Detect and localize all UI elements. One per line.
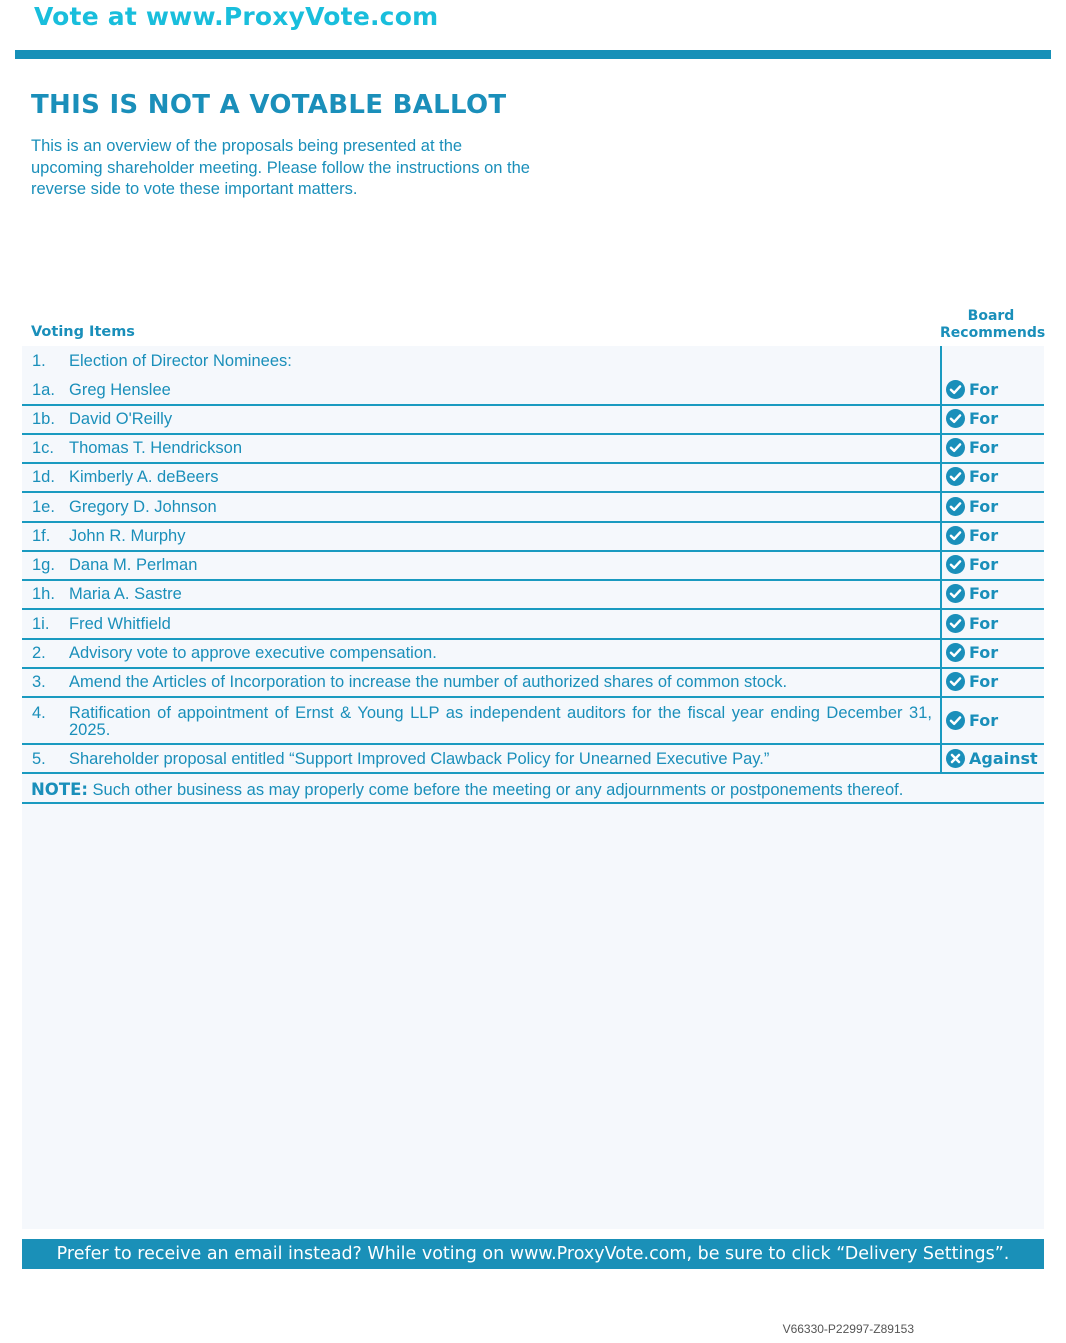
note-text [31, 780, 903, 800]
recommendation-label: For [969, 526, 999, 545]
check-circle-icon [946, 438, 969, 457]
item-number: 3. [32, 673, 46, 691]
recommendation [946, 711, 998, 730]
recommendation-label: For [969, 643, 999, 662]
list-item [22, 493, 1044, 523]
recommendation-label: For [969, 409, 999, 428]
check-circle-icon [946, 643, 969, 662]
recommendation-label: For [969, 584, 999, 603]
list-item [22, 464, 1044, 493]
board-recommends-header [940, 308, 1046, 342]
item-number: 1c. [32, 439, 55, 457]
recommendation [946, 380, 998, 399]
recommendation [946, 438, 998, 457]
check-circle-icon [946, 409, 969, 428]
list-item [22, 669, 1044, 698]
item-text: Advisory vote to approve executive compensation. [69, 644, 437, 662]
recommendation [946, 749, 1038, 768]
item-number: 1e. [32, 498, 55, 516]
recommendation [946, 555, 998, 574]
recommendation-label: Against [969, 749, 1038, 768]
item-number: 1f. [32, 527, 51, 545]
recommendation-label: For [969, 497, 999, 516]
page-title: THIS IS NOT A VOTABLE BALLOT [31, 90, 507, 120]
note-label: NOTE: [31, 780, 88, 799]
recommendation-label: For [969, 711, 999, 730]
recommendation [946, 497, 998, 516]
recommendation-label: For [969, 614, 999, 633]
list-item [22, 523, 1044, 552]
note-row [22, 774, 1044, 804]
check-circle-icon [946, 467, 969, 486]
check-circle-icon [946, 380, 969, 399]
list-item [22, 610, 1044, 640]
item-text: Ratification of appointment of Ernst & Young LLP as independent auditors for the fiscal year ending December 31, 2025. [69, 704, 932, 739]
top-divider [15, 50, 1051, 59]
recommendation-label: For [969, 555, 999, 574]
recommendation [946, 643, 998, 662]
list-item [22, 376, 1044, 406]
item-number: 2. [32, 644, 46, 662]
check-circle-icon [946, 497, 969, 516]
item-number: 1h. [32, 585, 55, 603]
check-circle-icon [946, 672, 969, 691]
item-text: Greg Henslee [69, 381, 171, 399]
item-text: Gregory D. Johnson [69, 498, 217, 516]
item-number: 4. [32, 704, 46, 722]
list-item [22, 640, 1044, 669]
item-number: 1b. [32, 410, 55, 428]
recommendation-label: For [969, 467, 999, 486]
site-title[interactable]: Vote at www.ProxyVote.com [34, 2, 439, 31]
item-text: Shareholder proposal entitled “Support Improved Clawback Policy for Unearned Executive Pay.” [69, 750, 770, 768]
item-number: 1d. [32, 468, 55, 486]
check-circle-icon [946, 711, 969, 730]
check-circle-icon [946, 584, 969, 603]
recommendation-label: For [969, 672, 999, 691]
recommendation-label: For [969, 380, 999, 399]
recommendation-label: For [969, 438, 999, 457]
recommendation [946, 672, 998, 691]
list-item [22, 581, 1044, 610]
delivery-settings-banner: Prefer to receive an email instead? While voting on www.ProxyVote.com, be sure to click “Delivery Settings”. [22, 1239, 1044, 1269]
column-divider [940, 346, 942, 774]
board-header-line2: Recommends [940, 325, 1046, 341]
voting-items-header: Voting Items [31, 324, 135, 340]
recommendation [946, 614, 998, 633]
list-item [22, 698, 1044, 745]
item-number: 1g. [32, 556, 55, 574]
list-item [22, 552, 1044, 581]
item-number: 5. [32, 750, 46, 768]
item-text: Election of Director Nominees: [69, 352, 292, 370]
list-item [22, 435, 1044, 464]
check-circle-icon [946, 555, 969, 574]
recommendation [946, 584, 998, 603]
check-circle-icon [946, 614, 969, 633]
item-text: Thomas T. Hendrickson [69, 439, 243, 457]
item-number: 1a. [32, 381, 55, 399]
item-number: 1. [32, 352, 46, 370]
list-item [22, 745, 1044, 774]
list-item [22, 406, 1044, 435]
intro-text: This is an overview of the proposals being presented at the upcoming shareholder meeting. Please follow the instructions on the reverse side to vote these important matters. [31, 137, 530, 198]
recommendation [946, 467, 998, 486]
x-circle-icon [946, 749, 969, 768]
item-text: Amend the Articles of Incorporation to increase the number of authorized shares of common stock. [69, 673, 788, 691]
item-text: John R. Murphy [69, 527, 186, 545]
item-text: David O'Reilly [69, 410, 173, 428]
item-text: Fred Whitfield [69, 615, 171, 633]
document-code: V66330-P22997-Z89153 [782, 1322, 914, 1336]
item-text: Maria A. Sastre [69, 585, 182, 603]
check-circle-icon [946, 526, 969, 545]
list-item [22, 346, 1044, 376]
recommendation [946, 526, 998, 545]
recommendation [946, 409, 998, 428]
board-header-line1: Board [967, 308, 1015, 324]
item-text: Kimberly A. deBeers [69, 468, 219, 486]
item-text: Dana M. Perlman [69, 556, 198, 574]
note-body: Such other business as may properly come before the meeting or any adjournments or postponements thereof. [87, 781, 904, 799]
item-number: 1i. [32, 615, 50, 633]
